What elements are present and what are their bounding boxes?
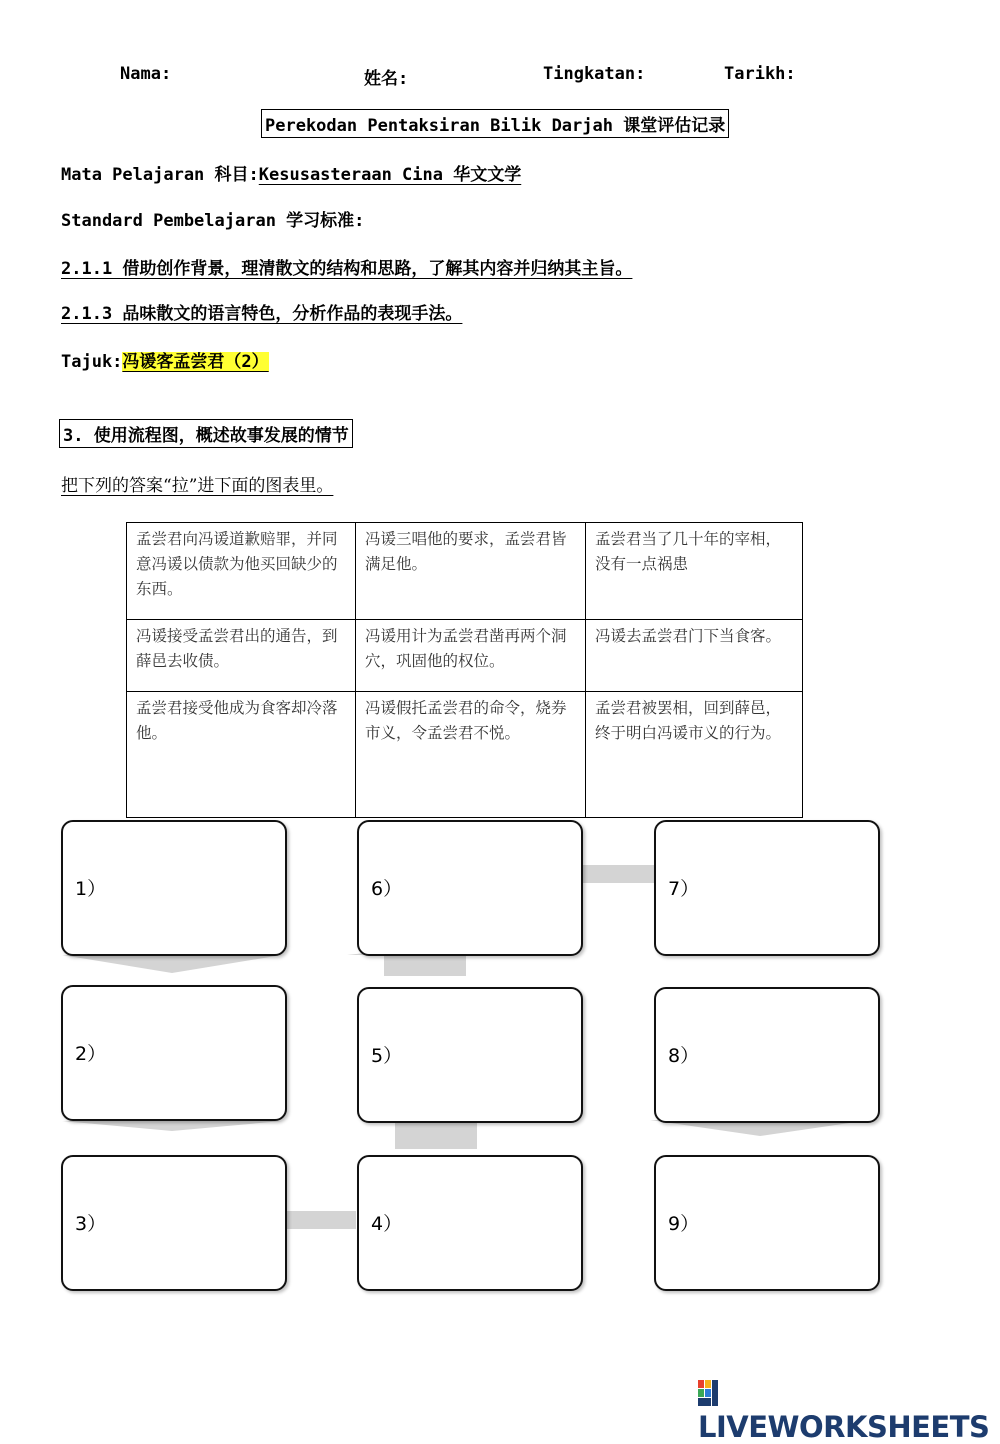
flow-box-number: 9） (668, 1213, 700, 1235)
up-arrow-connector (395, 1122, 477, 1149)
liveworksheets-logo-icon (698, 1380, 720, 1406)
answer-card[interactable]: 冯谖假托孟尝君的命令，烧券市义，令孟尝君不悦。 (356, 692, 586, 818)
left-arrow-connector (284, 1211, 356, 1229)
answer-card[interactable]: 冯谖接受孟尝君出的通告，到薛邑去收债。 (127, 620, 356, 692)
task-heading: 3. 使用流程图，概述故事发展的情节 (59, 419, 353, 448)
task-instruction: 把下列的答案“拉”进下面的图表里。 (61, 476, 334, 496)
standard-label: Standard Pembelajaran 学习标准: (61, 211, 365, 231)
flow-box-number: 7） (668, 878, 700, 900)
flow-box-number: 5） (371, 1045, 403, 1067)
answer-card[interactable]: 孟尝君当了几十年的宰相，没有一点祸患 (586, 523, 803, 620)
flow-drop-box-6[interactable] (357, 820, 583, 956)
flow-drop-box-8[interactable] (654, 987, 880, 1123)
topic-value: 冯谖客孟尝君（2） (122, 352, 269, 372)
standard-item-1: 2.1.1 借助创作背景，理清散文的结构和思路，了解其内容并归纳其主旨。 (61, 259, 633, 279)
tarikh-label: Tarikh: (724, 64, 796, 84)
flow-drop-box-1[interactable] (61, 820, 287, 956)
flow-drop-box-7[interactable] (654, 820, 880, 956)
standard-item-2: 2.1.3 品味散文的语言特色，分析作品的表现手法。 (61, 304, 463, 324)
answer-card[interactable]: 孟尝君接受他成为食客却冷落他。 (127, 692, 356, 818)
flow-drop-box-3[interactable] (61, 1155, 287, 1291)
liveworksheets-logo-text: LIVEWORKSHEETS (698, 1410, 990, 1444)
up-arrow-connector (384, 955, 466, 976)
liveworksheets-logo[interactable] (698, 1376, 1000, 1444)
flow-box-number: 3） (75, 1213, 107, 1235)
tingkatan-label: Tingkatan: (543, 64, 646, 84)
flow-box-number: 1） (75, 878, 107, 900)
flow-box-number: 8） (668, 1045, 700, 1067)
nama-label: Nama: (120, 64, 172, 84)
topic-row (61, 347, 269, 372)
answer-card[interactable]: 冯谖用计为孟尝君凿再两个洞穴，巩固他的权位。 (356, 620, 586, 692)
right-arrow-connector (582, 865, 654, 883)
answer-card[interactable]: 孟尝君被罢相，回到薛邑，终于明白冯谖市义的行为。 (586, 692, 803, 818)
answer-card[interactable]: 冯谖三唱他的要求，孟尝君皆满足他。 (356, 523, 586, 620)
subject-row (61, 160, 521, 185)
subject-value: Kesusasteraan Cina 华文文学 (258, 165, 522, 185)
flow-drop-box-2[interactable] (61, 985, 287, 1121)
answer-table (126, 522, 803, 818)
flow-drop-box-9[interactable] (654, 1155, 880, 1291)
answer-card[interactable]: 孟尝君向冯谖道歉赔罪，并同意冯谖以债款为他买回缺少的东西。 (127, 523, 356, 620)
topic-label: Tajuk: (61, 352, 123, 372)
down-arrow-connector (62, 955, 282, 973)
down-arrow-connector (62, 1121, 282, 1131)
flow-box-number: 6） (371, 878, 403, 900)
flow-drop-box-5[interactable] (357, 987, 583, 1123)
answer-card[interactable]: 冯谖去孟尝君门下当食客。 (586, 620, 803, 692)
flow-box-number: 4） (371, 1213, 403, 1235)
flow-box-number: 2） (75, 1043, 107, 1065)
flow-drop-box-4[interactable] (357, 1155, 583, 1291)
xingming-label: 姓名: (364, 69, 409, 89)
page-title: Perekodan Pentaksiran Bilik Darjah 课堂评估记录 (261, 109, 729, 138)
subject-label: Mata Pelajaran 科目: (61, 165, 259, 185)
